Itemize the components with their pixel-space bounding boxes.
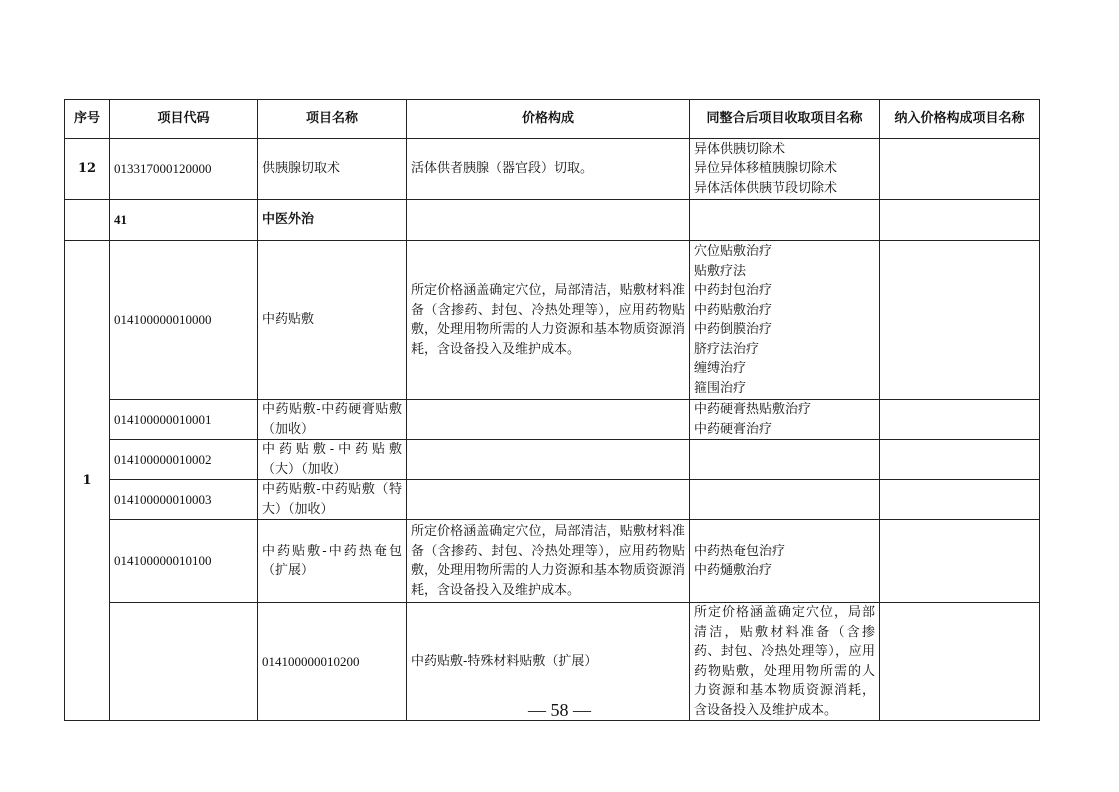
table-row: [65, 200, 1040, 241]
row-name: 中药贴敷-中药热奄包（扩展）: [258, 520, 407, 603]
row-name: 中药贴敷-中药硬膏贴敷（加收）: [258, 400, 407, 440]
merged-item: 异体活体供胰节段切除术: [694, 180, 838, 196]
row-included: [880, 200, 1040, 241]
merged-item: 穴位贴敷治疗: [694, 244, 773, 259]
merged-item: 中药贴敷治疗: [694, 302, 773, 318]
table-row: [65, 139, 1040, 200]
row-price: [407, 200, 690, 241]
row-included: [880, 440, 1040, 480]
merged-item: 中药硬膏热贴敷治疗: [694, 402, 812, 417]
row-included: [880, 400, 1040, 440]
merged-item: 中药硬膏治疗: [694, 421, 773, 437]
merged-item: 缠缚治疗: [694, 361, 747, 376]
row-merged: [690, 200, 880, 241]
category-name: 中医外治: [258, 200, 407, 241]
row-code: 013317000120000: [110, 139, 258, 200]
row-merged: [690, 440, 880, 480]
row-included: [880, 139, 1040, 200]
row-seq: 1: [65, 241, 110, 721]
merged-item: 中药封包治疗: [694, 283, 773, 298]
row-code: 014100000010100: [110, 520, 258, 603]
header-included: 纳入价格构成项目名称: [880, 100, 1040, 139]
row-name: 中药贴敷: [258, 241, 407, 400]
row-merged: [690, 241, 880, 400]
header-price: 价格构成: [407, 100, 690, 139]
table-row: [65, 520, 1040, 603]
row-seq: 12: [65, 139, 110, 200]
row-merged: [690, 480, 880, 520]
row-name: 中药贴敷-特殊材料贴敷（扩展）: [407, 603, 690, 721]
row-code: 014100000010001: [110, 400, 258, 440]
row-merged: [690, 139, 880, 200]
page-number: — 58 —: [528, 700, 591, 720]
row-price: 所定价格涵盖确定穴位，局部清洁，贴敷材料准备（含掺药、封包、冷热处理等），应用药物贴敷，处理用物所需的人力资源和基本物质资源消耗，含设备投入及维护成本。: [407, 520, 690, 603]
table-header-row: [65, 100, 1040, 139]
row-price: [407, 440, 690, 480]
header-seq: 序号: [65, 100, 110, 139]
row-name: 中药贴敷-中药贴敷（大）（加收）: [258, 440, 407, 480]
merged-item: 异体供胰切除术: [694, 141, 786, 157]
merged-item: 异位异体移植胰腺切除术: [694, 161, 838, 177]
row-seq: [65, 200, 110, 241]
table-row: [65, 480, 1040, 520]
row-code: 014100000010003: [110, 480, 258, 520]
row-merged: [690, 520, 880, 603]
row-included: [880, 241, 1040, 400]
table-row: [65, 400, 1040, 440]
category-code: 41: [110, 200, 258, 241]
row-price: [407, 480, 690, 520]
row-name: 中药贴敷-中药贴敷（特大）（加收）: [258, 480, 407, 520]
row-price: 活体供者胰腺（器官段）切取。: [407, 139, 690, 200]
row-price: [407, 400, 690, 440]
row-included: [880, 480, 1040, 520]
merged-item: 脐疗法治疗: [694, 341, 760, 357]
merged-item: 箍围治疗: [694, 380, 747, 396]
merged-item: 贴敷疗法: [694, 263, 747, 279]
merged-item: 中药热奄包治疗: [694, 543, 786, 559]
price-table: [64, 99, 1040, 721]
table-row: [65, 241, 1040, 400]
row-code: 014100000010002: [110, 440, 258, 480]
row-price: 所定价格涵盖确定穴位，局部清洁，贴敷材料准备（含掺药、封包、冷热处理等），应用药物贴敷，处理用物所需的人力资源和基本物质资源消耗，含设备投入及维护成本。: [690, 603, 880, 721]
row-merged: [690, 400, 880, 440]
row-name: 供胰腺切取术: [258, 139, 407, 200]
row-included: [880, 520, 1040, 603]
table-row: [65, 440, 1040, 480]
row-code: 014100000010000: [110, 241, 258, 400]
row-price: 所定价格涵盖确定穴位，局部清洁，贴敷材料准备（含掺药、封包、冷热处理等），应用药物贴敷，处理用物所需的人力资源和基本物质资源消耗，含设备投入及维护成本。: [407, 241, 690, 400]
header-name: 项目名称: [258, 100, 407, 139]
header-code: 项目代码: [110, 100, 258, 139]
merged-item: 中药倒膜治疗: [694, 322, 773, 337]
row-code: 014100000010200: [258, 603, 407, 721]
header-merged: 同整合后项目收取项目名称: [690, 100, 880, 139]
merged-item: 中药熥敷治疗: [694, 563, 773, 578]
